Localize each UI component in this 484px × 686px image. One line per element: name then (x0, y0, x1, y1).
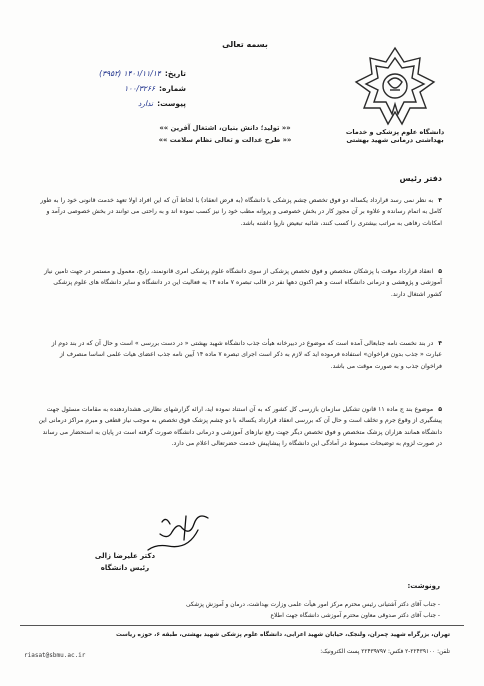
paragraph-number: ۵ (438, 268, 442, 275)
university-name: دانشگاه علوم پزشکی و خدمات بهداشتی درمانی شهید بهشتی (345, 128, 445, 144)
signer-block (70, 550, 180, 574)
university-logo (352, 44, 438, 130)
basmala-heading: بسمه تعالی (222, 40, 268, 49)
letter-meta (36, 66, 186, 111)
paragraph-number: ۵ (438, 406, 442, 413)
date-row (36, 66, 186, 81)
paragraph-number: ۴ (438, 340, 442, 347)
paragraph-1 (38, 195, 442, 229)
signer-title: رئیس دانشگاه (100, 564, 150, 572)
paragraph-number: ۴ (438, 197, 442, 204)
footer-email[interactable]: riasat@sbmu.ac.ir (24, 652, 86, 659)
date-label: تاریخ: (164, 69, 186, 78)
cc-item-1: - جناب آقای دکتر آشتیانی رئیس محترم مرکز امور هیأت علمی وزارت بهداشت، درمان و آموزش پزشکی (40, 600, 440, 610)
attachment-label: پیوست: (157, 99, 186, 108)
slogan-1: «« تولید؛ دانش بنیان، اشتغال آفرین »» (159, 124, 291, 132)
footer-address: تهران، بزرگراه شهید چمران، ولنجک، خیابان شهید اعرابی، دانشگاه علوم پزشکی شهید بهشتی، طبقه ۶، حوزه ریاست (116, 632, 450, 638)
number-row (36, 81, 186, 96)
paragraph-2 (38, 266, 442, 300)
cc-title: رونوشت: (407, 582, 440, 590)
paragraph-text: انعقاد قرارداد موقت با پزشکان متخصص و فوق تخصص پزشکی از سوی دانشگاه علوم پزشکی امری قانونمند، رایج، معمول و مستمر در جهت تامین نیاز آموزشی و پژوهشی و درمانی دانشگاه است و هم اکنون دهها نفر در قالب تبصره ۷ ماده ۱۴ به فعالیت این در دانشگاه و سایر دانشگاه های علوم پزشکی کشور اشتغال دارند. (44, 268, 442, 298)
attachment-value: ندارد (138, 99, 154, 108)
attachment-row (36, 96, 186, 111)
date-value: ۱۴۰۱/۱۱/۱۴ (۳۹۵۲) (99, 69, 161, 78)
paragraph-text: موضوع بند ج ماده ۱۱ قانون تشکیل سازمان بازرسی کل کشور که به آن استناد نموده اید، ارائه گزارشهای نظارتی هشداردهنده به مقامات مسئول جهت پیشگیری از وقوع جرم و تخلف است و حال آن که بررسی انعقاد قرارداد یکساله با دو چشم پزشک فوق تخصص به موجب نیاز قطعی و مبرم مراکز درمانی این دانشگاه همانند هزاران پزشک متخصص و فوق تخصص دیگر جهت رفع نیازهای آموزشی و درمانی دانشگاه صورت گرفته است در پایان به استحضار می رساند در صورت لزوم به توضیحات مبسوط در آمادگی این دانشگاه را پیشاپیش خدمت حضرتعالی اعلام می دارد. (38, 406, 442, 448)
paragraph-3 (38, 338, 442, 372)
paragraph-4 (38, 404, 442, 450)
office-title: دفتر رئیس (399, 174, 442, 183)
paragraph-text: به نظر نمی رسد قرارداد یکساله دو فوق تخصص چشم پزشکی با دانشگاه (به فرض انعقاد) با لحاظ آن که این افراد اولا تعهد خدمت قانونی خود را به طور کامل به اتمام رسانده و علاوه بر آن مجوز کار در بخش خصوصی و پروانه مطب خود را نیز کسب نموده اند و به راحتی می توانند در بخش خصوصی درآمد و امکانات رفاهی به مراتب بیشتری را کسب کنند، شائبه تبعیض ناروا داشته باشد. (40, 197, 442, 227)
number-label: شماره: (159, 84, 186, 93)
paragraph-text: در بند نخست نامه جنابعالی آمده است که موضوع در دبیرخانه هیأت جذب دانشگاه شهید بهشتی « در دست بررسی » است و حال آن که در بند دوم از عبارت « جذب بدون فراخوان» استفاده فرموده اید که لازم به ذکر است اجرای تبصره ۷ ماده ۱۴ آیین نامه جذب اعضای هیات علمی اساسا منصرف از فراخوان جذب و به صورت موقت می باشد. (51, 340, 442, 370)
cc-item-2: - جناب آقای دکتر صدوقی معاون محترم آموزشی دانشگاه جهت اطلاع (40, 611, 440, 621)
number-value: ۱۰۰/۳۲۶۶ (124, 84, 156, 93)
footer-divider (20, 625, 464, 626)
signer-name: دکتر علیرضا زالی (94, 552, 156, 560)
slogan-2: «« طرح عدالت و تعالی نظام سلامت »» (158, 136, 292, 144)
footer-phone: تلفن: ۲۲۴۳۹۱۰۰-۲ فکس: ۲۲۴۳۹۷۹۷ پست الکترونیک: (320, 649, 450, 655)
